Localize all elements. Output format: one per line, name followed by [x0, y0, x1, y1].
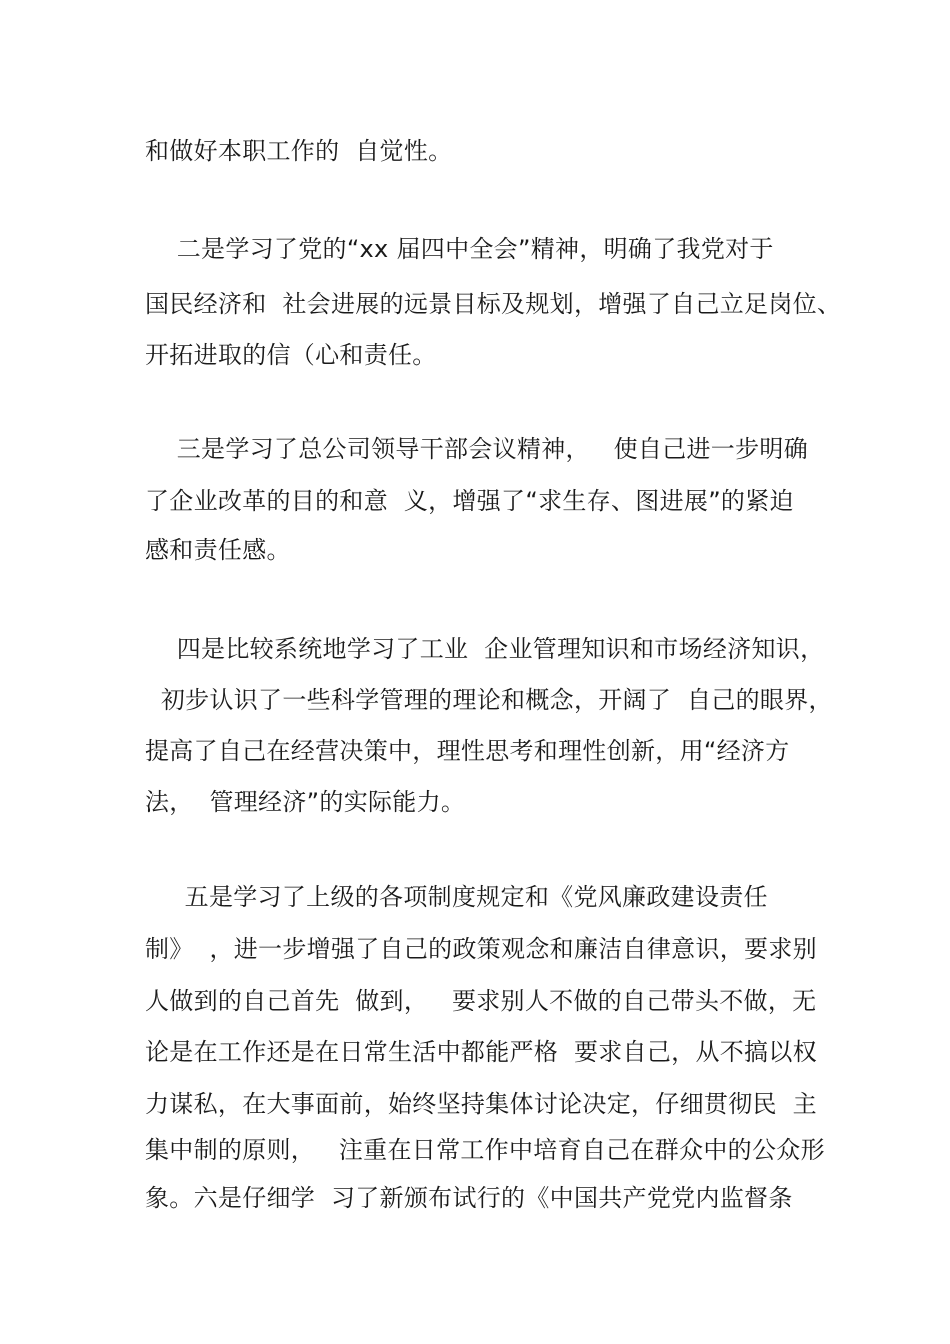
- text-line: 制》 ，进一步增强了自己的政策观念和廉洁自律意识，要求别: [145, 935, 817, 963]
- text-line: 感和责任感。: [145, 536, 291, 564]
- text-line: 和做好本职工作的 自觉性。: [145, 137, 453, 165]
- text-line: 提高了自己在经营决策中，理性思考和理性创新，用“经济方: [145, 737, 790, 765]
- text-line: 五是学习了上级的各项制度规定和《党风廉政建设责任: [145, 883, 768, 911]
- text-line: 论是在工作还是在日常生活中都能严格 要求自己，从不搞以权: [145, 1038, 817, 1066]
- text-line: 初步认识了一些科学管理的理论和概念，开阔了 自己的眼界，: [145, 686, 833, 714]
- text-line: 二是学习了党的“xx 届四中全会”精神，明确了我党对于: [145, 235, 774, 263]
- text-line: 人做到的自己首先 做到， 要求别人不做的自己带头不做，无: [145, 987, 817, 1015]
- text-line: 了企业改革的目的和意 义，增强了“求生存、图进展”的紧迫: [145, 487, 794, 515]
- text-line: 象。六是仔细学 习了新颁布试行的《中国共产党党内监督条: [145, 1184, 793, 1212]
- text-line: 国民经济和 社会进展的远景目标及规划，增强了自己立足岗位、: [145, 290, 842, 318]
- text-line: 开拓进取的信（心和责任。: [145, 341, 437, 369]
- text-line: 三是学习了总公司领导干部会议精神， 使自己进一步明确: [145, 435, 809, 463]
- text-line: 集中制的原则， 注重在日常工作中培育自己在群众中的公众形: [145, 1136, 825, 1164]
- text-line: 力谋私，在大事面前，始终坚持集体讨论决定，仔细贯彻民 主: [145, 1090, 817, 1118]
- text-line: 法， 管理经济”的实际能力。: [145, 788, 466, 816]
- text-line: 四是比较系统地学习了工业 企业管理知识和市场经济知识，: [145, 635, 825, 663]
